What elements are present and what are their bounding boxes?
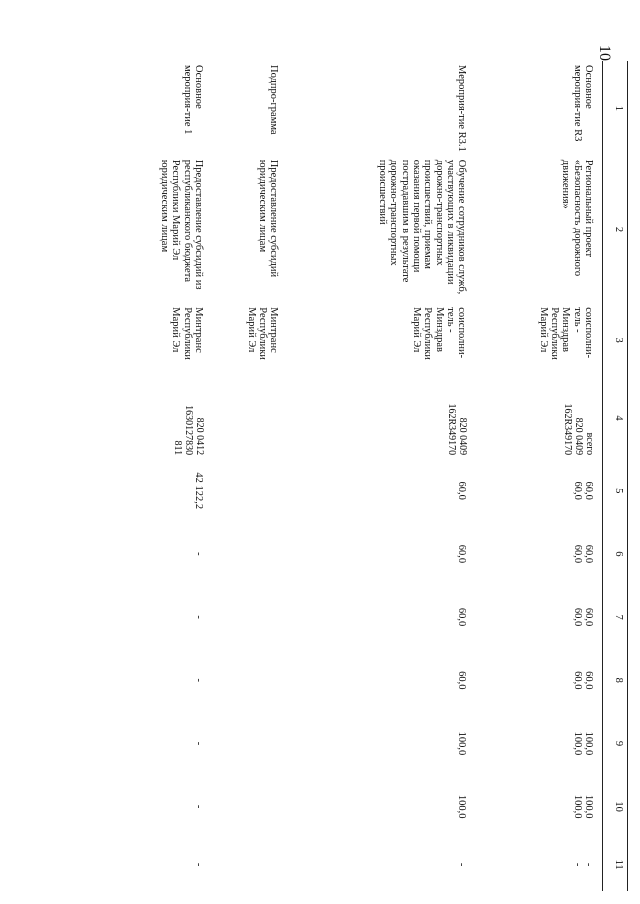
table-row xyxy=(108,61,206,891)
cell-year-2: - xyxy=(192,552,204,556)
header-col-7: 7 xyxy=(603,586,628,649)
cell-responsible: соисполни-тель - Минздрав Республики Марий Эл xyxy=(537,307,594,360)
cell-responsible: Минтранс Республики Марий Эл xyxy=(245,307,280,360)
cell-year-5: 100,0 100,0 xyxy=(571,731,594,756)
header-col-5: 5 xyxy=(603,459,628,522)
cell-budget-code: 820 0409 162R349170 xyxy=(446,403,469,456)
header-col-1: 1 xyxy=(603,61,628,156)
header-col-11: 11 xyxy=(603,838,628,891)
cell-event-name: Предоставление субсидий из республиканского бюджета Республики Марий Эл юридическим лицам xyxy=(158,159,204,290)
cell-year-2: 60,0 xyxy=(456,544,468,564)
cell-budget-code: 820 0412 1630127830 811 xyxy=(172,405,205,456)
cell-year-7: - xyxy=(456,862,468,867)
cell-year-7: - xyxy=(192,862,204,867)
header-col-3: 3 xyxy=(603,303,628,377)
cell-year-2: 60,0 60,0 xyxy=(571,544,594,564)
cell-year-1 xyxy=(206,459,281,522)
cell-year-2 xyxy=(206,522,281,585)
cell-responsible: соисполни-тель - Минздрав Республики Марий Эл xyxy=(410,307,468,360)
table-row xyxy=(469,61,602,891)
header-col-2: 2 xyxy=(603,156,628,303)
cell-event-name: Региональный проект «Безопасность дорожного движения» xyxy=(560,159,594,277)
cell-year-5 xyxy=(206,712,281,775)
cell-event-type: Основное мероприя-тие R3 xyxy=(571,65,594,142)
cell-year-1: 42 122,2 xyxy=(192,472,204,510)
cell-year-5: - xyxy=(192,741,204,746)
cell-year-6 xyxy=(206,775,281,838)
cell-event-type: Основное мероприя-тие 1 xyxy=(181,65,204,135)
cell-budget-code: всего 820 0409 162R349170 xyxy=(562,403,595,456)
rotated-table-container xyxy=(108,61,628,891)
header-col-9: 9 xyxy=(603,712,628,775)
cell-year-1: 60,0 xyxy=(456,481,468,500)
cell-year-6: - xyxy=(192,804,204,809)
table-row xyxy=(281,61,469,891)
header-col-8: 8 xyxy=(603,649,628,712)
cell-year-4: 60,0 60,0 xyxy=(571,671,594,690)
header-col-10: 10 xyxy=(603,775,628,838)
cell-event-name: Обучение сотрудников служб, участвующих в ликвидации дорожно-транспортных происшествий, приемам оказания первой помощи пострадавшим в результате дорожно-транспортных происшествий xyxy=(376,159,468,295)
cell-year-6: 100,0 100,0 xyxy=(571,794,594,819)
cell-year-7 xyxy=(206,838,281,891)
table-header-row xyxy=(603,61,628,891)
header-col-4: 4 xyxy=(603,377,628,459)
page-number: 10 xyxy=(596,45,613,61)
cell-event-name: Предоставление субсидий юридическим лицам xyxy=(257,159,280,278)
table-row xyxy=(206,61,281,891)
cell-year-3: 60,0 60,0 xyxy=(571,607,594,627)
cell-year-3: 60,0 xyxy=(456,607,468,627)
program-funding-table xyxy=(108,61,628,891)
cell-event-type: Мероприя-тие R3.1 xyxy=(456,65,468,152)
cell-year-4: - xyxy=(192,678,204,683)
cell-event-type: Подпро-грамма xyxy=(268,65,280,135)
cell-year-1: 60,0 60,0 xyxy=(571,481,594,500)
cell-year-3: - xyxy=(192,615,204,619)
cell-year-3 xyxy=(206,586,281,649)
cell-budget-code xyxy=(206,377,281,459)
cell-year-4 xyxy=(206,649,281,712)
header-col-6: 6 xyxy=(603,522,628,585)
cell-year-6: 100,0 xyxy=(456,794,468,819)
cell-year-7: - - xyxy=(571,862,594,867)
cell-year-5: 100,0 xyxy=(456,731,468,756)
cell-responsible: Минтранс Республики Марий Эл xyxy=(170,307,204,360)
cell-year-4: 60,0 xyxy=(456,671,468,690)
